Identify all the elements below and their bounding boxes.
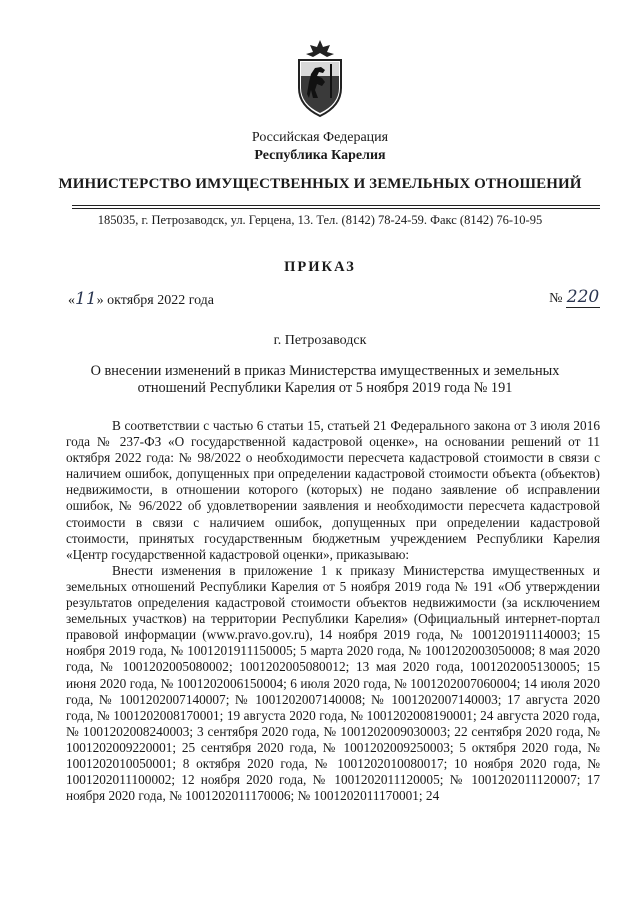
ministry-name: МИНИСТЕРСТВО ИМУЩЕСТВЕННЫХ И ЗЕМЕЛЬНЫХ ОТНОШЕНИЙ [58,176,582,192]
header-divider-thick [72,205,600,206]
order-body [66,418,600,804]
date-open-quote: « [68,293,75,308]
order-subject: О внесении изменений в приказ Министерства имущественных и земельных отношений Республики Карелия от 5 ноября 2019 года № 191 [90,363,560,396]
order-city: г. Петрозаводск [273,333,367,348]
body-paragraph-preamble: В соответствии с частью 6 статьи 15, статьей 21 Федерального закона от 3 июля 2016 года № 237-ФЗ «О государственной кадастровой оценке», на основании решений от 11 октября 2022 года: № 98/2022 о необходимости пересчета кадастровой стоимости в связи с наличием ошибок, допущенных при определении кадастровой стоимости объекта (объектов) недвижимости, в отношении которого (которых) не подано заявление об исправлении ошибок, № 96/2022 об удовлетворении заявления и необходимости пересчета кадастровой стоимости в связи с наличием ошибок, допущенных при определении кадастровой стоимости, принятых государственным бюджетным учреждением Республики Карелия «Центр государственной кадастровой оценки», приказываю: [66,418,600,562]
body-paragraph-amendment: Внести изменения в приложение 1 к приказу Министерства имущественных и земельных отношений Республики Карелия от 5 ноября 2019 года № 191 «Об утверждении результатов определения кадастровой стоимости объектов недвижимости (за исключением земельных участков) на территории Республики Карелия» (Официальный интернет-портал правовой информации (www.pravo.gov.ru), 14 ноября 2019 года, № 1001201911140003; 15 ноября 2019 года, № 1001201911150005; 5 марта 2020 года, № 1001202003050008; 8 мая 2020 года, № 1001202005080002; 1001202005080012; 13 мая 2020 года, 1001202005130005; 15 июня 2020 года, № 1001202006150004; 6 июля 2020 года, № 1001202007060004; 14 июля 2020 года, № 1001202007140007; № 1001202007140008; № 1001202007140003; 17 августа 2020 года, № 1001202008170001; 19 августа 2020 года, № 1001202008190001; 24 августа 2020 года, № 1001202008240003; 3 сентября 2020 года, № 1001202009030003; 22 сентября 2020 года, № 1001202009220001; 25 сентября 2020 года, № 1001202009250003; 5 октября 2020 года, № 1001202010050001; 8 октября 2020 года, № 1001202010080017; 10 ноября 2020 года, № 1001202011100002; 12 ноября 2020 года, № 1001202011120005; № 1001202011120007; 17 ноября 2020 года, № 1001202011170006; № 1001202011170001; 24 [66,562,600,804]
order-number [549,287,600,308]
order-title: ПРИКАЗ [284,259,356,275]
order-date [68,289,214,309]
header-divider-thin [72,208,600,209]
handwritten-day: 11 [75,289,97,309]
ministry-address: 185035, г. Петрозаводск, ул. Герцена, 13. Тел. (8142) 78-24-59. Факс (8142) 76-10-95 [97,213,543,227]
handwritten-number: 220 [566,287,600,307]
date-month-year: » октября 2022 года [96,293,215,308]
coat-of-arms-emblem [295,38,345,118]
number-sign: № [549,291,563,306]
country-name: Российская Федерация [251,130,389,145]
republic-name: Республика Карелия [254,148,386,163]
